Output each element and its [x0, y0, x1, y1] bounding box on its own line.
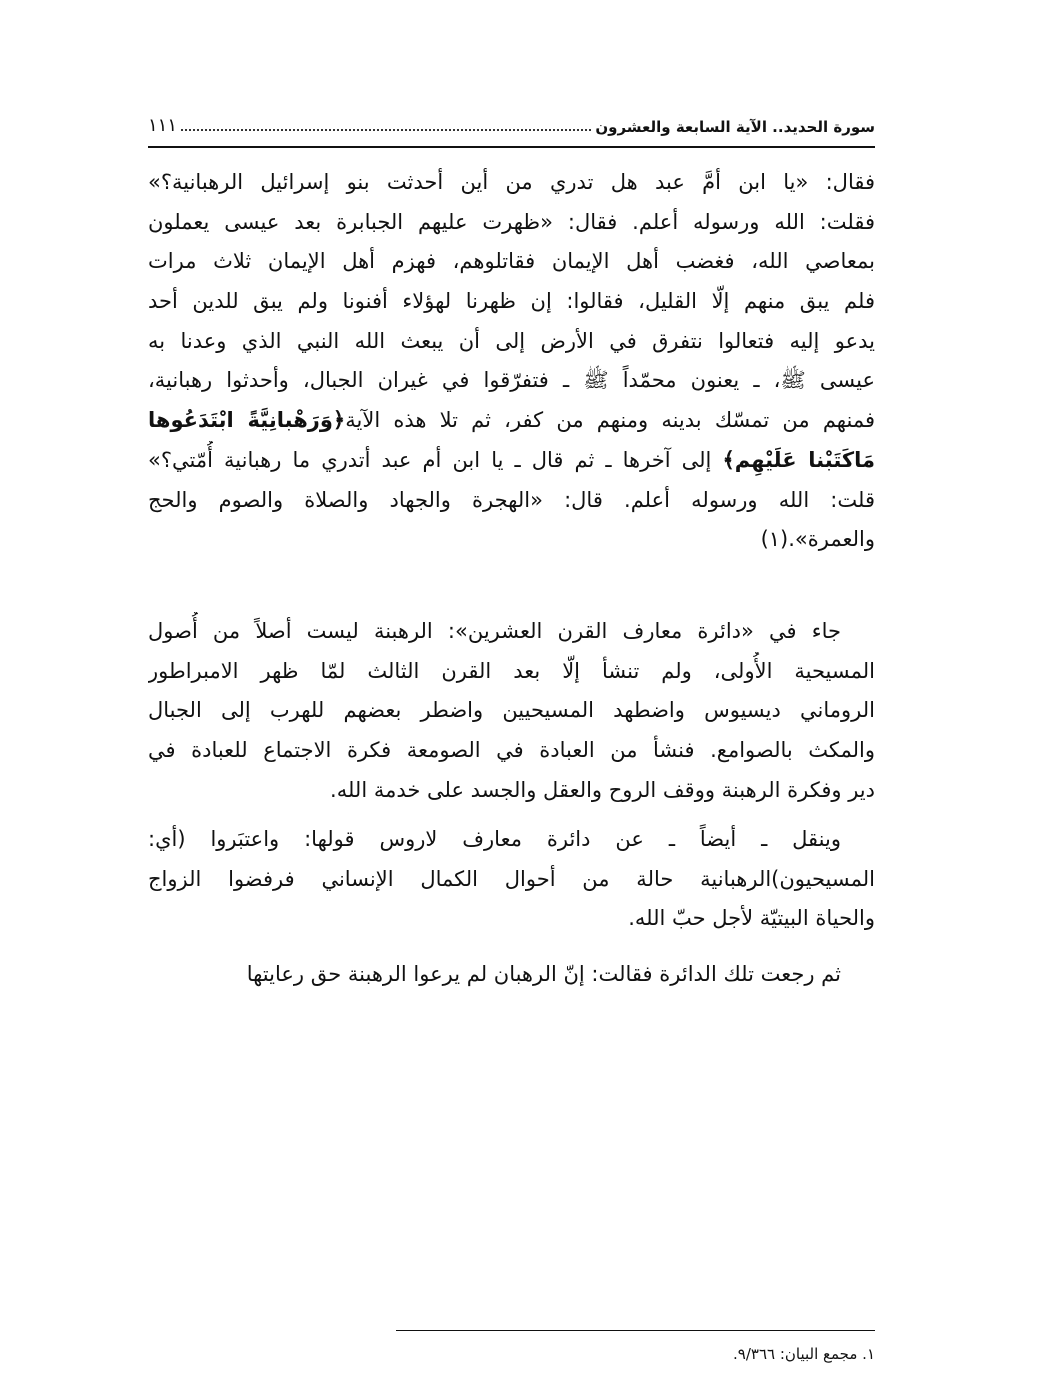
- paragraph-1: [148, 163, 875, 560]
- text-line: ثم رجعت تلك الدائرة فقالت: إنّ الرهبان لم يرعوا الرهبنة حق رعايتها: [246, 962, 841, 986]
- text-line: قلت: الله ورسوله أعلم. قال: «الهجرة والجهاد والصلاة والصوم والحج: [148, 487, 875, 512]
- paragraph-3: [148, 820, 875, 939]
- quran-verse: مَاكَتَبْنا عَلَيْهِم﴾: [722, 447, 875, 472]
- page-number: ١١١: [148, 115, 178, 136]
- text-line: فقلت: الله ورسوله أعلم. فقال: «ظهرت عليهم الجبابرة بعد عيسى يعملون: [148, 209, 875, 234]
- text-line: [148, 401, 875, 441]
- text-line: والحياة البيتيّة لأجل حبّ الله.: [628, 906, 875, 931]
- footnote: ١. مجمع البيان: ٩/٣٦٦.: [733, 1345, 875, 1363]
- text-line: فلم يبق منهم إلّا القليل، فقالوا: إن ظهرنا لهؤلاء أفنونا ولم يبق للدين أحد: [148, 289, 875, 314]
- text-line: يدعو إليه فتعالوا نتفرق في الأرض إلى أن يبعث الله النبي الذي وعدنا به: [148, 328, 875, 353]
- text-line: والمكث بالصوامع. فنشأ من العبادة في الصومعة فكرة الاجتماع للعبادة في: [148, 738, 875, 763]
- text-line: [148, 441, 875, 481]
- header-dot-leader: [181, 129, 591, 131]
- text-span: إلى آخرها ـ ثم قال ـ يا ابن أم عبد أتدري ما رهبانية أُمّتي؟»: [148, 447, 712, 472]
- text-line: المسيحية الأُولى، ولم تنشأ إلّا بعد القرن الثالث لمّا ظهر الامبراطور: [148, 658, 875, 683]
- paragraph-2: [148, 612, 875, 810]
- header-title: سورة الحديد.. الآية السابعة والعشرون: [595, 118, 875, 136]
- footnote-rule: [396, 1330, 875, 1331]
- text-line: فقال: «يا ابن أمَّ عبد هل تدري من أين أحدثت بنو إسرائيل الرهبانية؟»: [148, 170, 875, 194]
- text-line: جاء في «دائرة معارف القرن العشرين»: الرهبنة ليست أصلاً من أُصول: [148, 619, 841, 643]
- text-line: المسيحيون)الرهبانية حالة من أحوال الكمال الإنساني فرفضوا الزواج: [148, 866, 875, 891]
- text-line: وينقل ـ أيضاً ـ عن دائرة معارف لاروس قولها: واعتبَروا (أي:: [148, 827, 841, 851]
- text-line: بمعاصي الله، فغضب أهل الإيمان فقاتلوهم، فهزم أهل الإيمان ثلاث مرات: [148, 249, 875, 274]
- text-span: فمنهم من تمسّك بدينه ومنهم من كفر، ثم تلا هذه الآية: [345, 408, 875, 433]
- running-header: [148, 110, 875, 136]
- text-line: والعمرة».(١): [760, 527, 875, 552]
- paragraph-4: [148, 955, 875, 995]
- header-rule: [148, 146, 875, 148]
- text-line: دير وفكرة الرهبنة ووقف الروح والعقل والجسد على خدمة الله.: [330, 777, 875, 802]
- quran-verse: ﴿وَرَهْبانِيَّةً ابْتَدَعُوها: [148, 408, 346, 433]
- text-line: عيسى ﷺ، ـ يعنون محمّداً ﷺ ـ فتفرّقوا في غيران الجبال، وأحدثوا رهبانية،: [148, 368, 875, 393]
- text-line: الروماني ديسيوس واضطهد المسيحيين واضطر بعضهم للهرب إلى الجبال: [148, 698, 875, 723]
